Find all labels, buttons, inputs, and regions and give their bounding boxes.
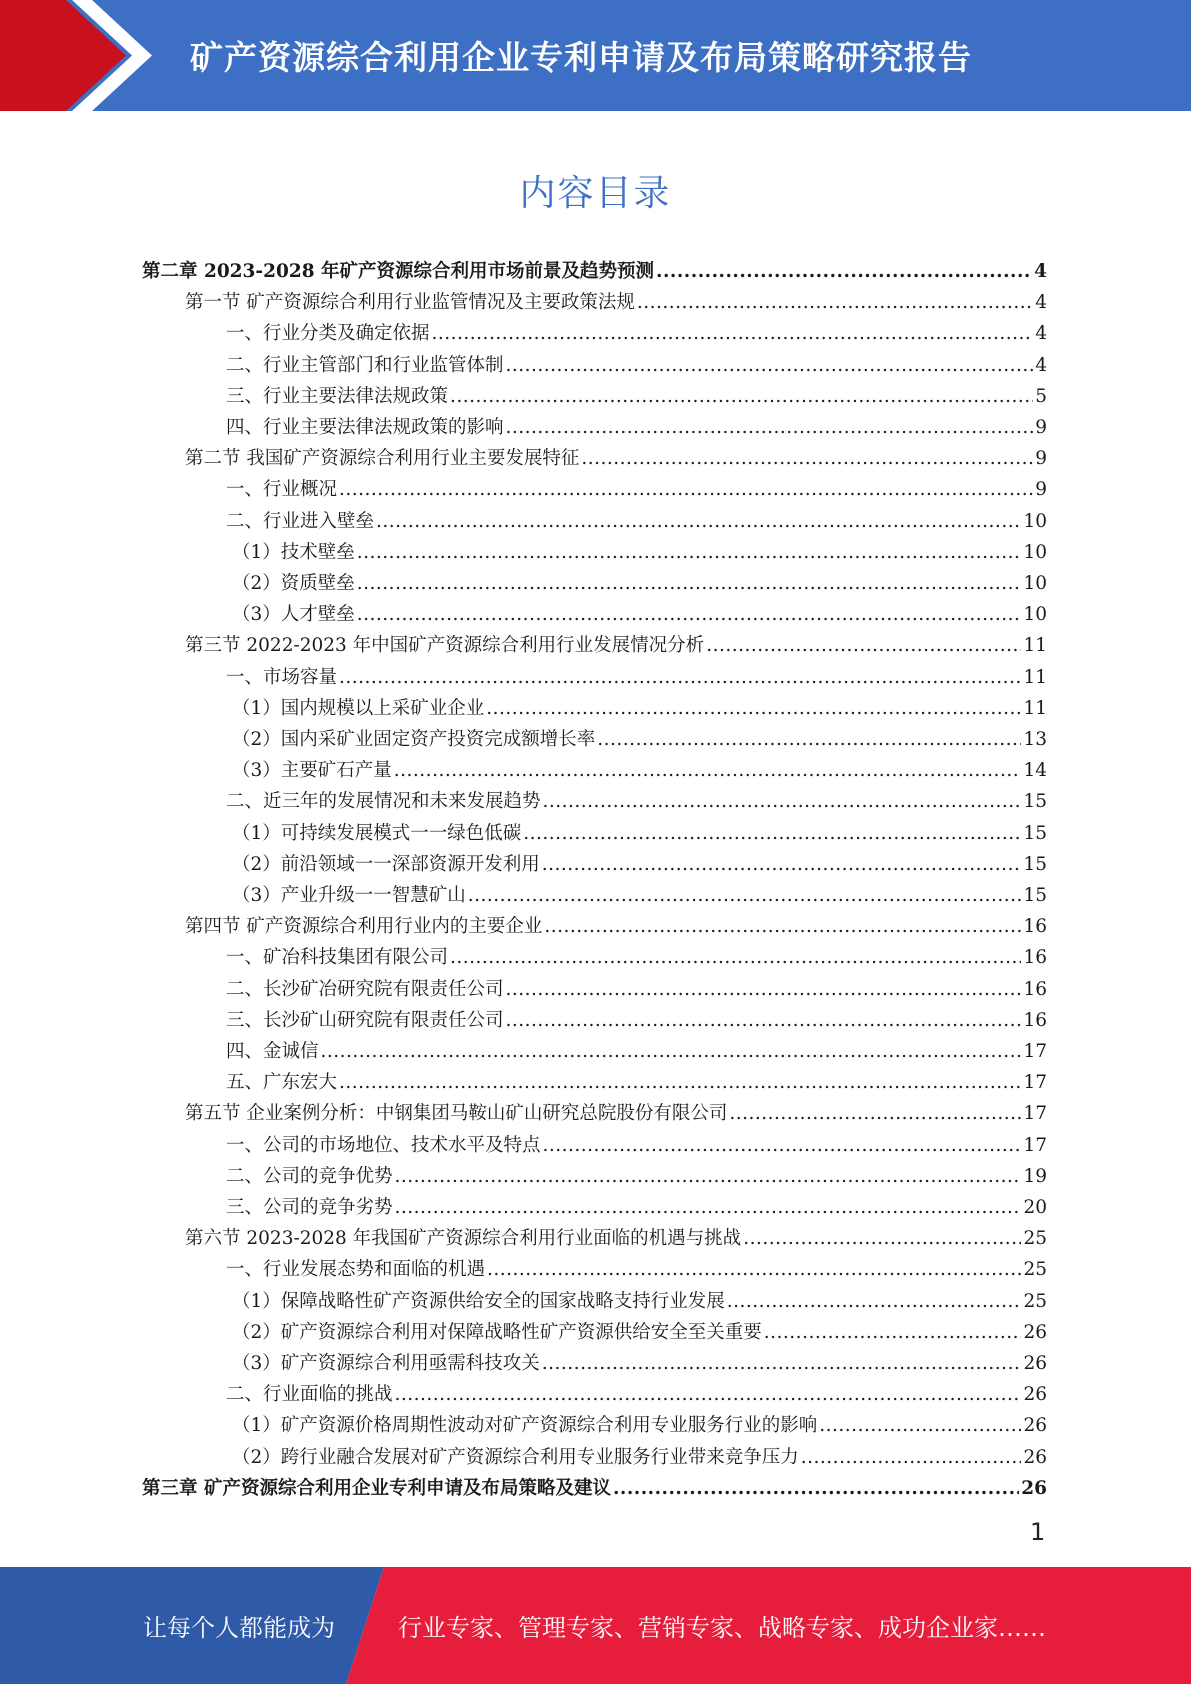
- toc-entry-page: 19: [1023, 1165, 1047, 1187]
- toc-entry[interactable]: [226, 1251, 1047, 1282]
- toc-entry-page: 13: [1023, 729, 1047, 750]
- toc-dot-leader: [543, 790, 1022, 814]
- toc-entry-page: 15: [1023, 822, 1047, 844]
- toc-entry-page: 4: [1035, 292, 1047, 314]
- toc-dot-leader: [395, 1165, 1022, 1189]
- toc-entry-page: 17: [1023, 1072, 1047, 1094]
- toc-entry-page: 16: [1023, 947, 1047, 969]
- toc-dot-leader: [542, 1352, 1022, 1376]
- toc-entry[interactable]: [232, 815, 1047, 846]
- header-arrow-decoration: [0, 0, 160, 111]
- toc-entry-page: 4: [1034, 261, 1047, 282]
- toc-entry[interactable]: [226, 1064, 1047, 1095]
- toc-dot-leader: [706, 634, 1021, 658]
- toc-entry-label: 四、行业主要法律法规政策的影响: [226, 417, 504, 438]
- toc-dot-leader: [764, 1321, 1022, 1345]
- toc-entry-label: （2）跨行业融合发展对矿产资源综合利用专业服务行业带来竞争压力: [232, 1446, 799, 1468]
- toc-entry-label: （2）资质壁垒: [232, 573, 355, 594]
- toc-entry-label: （1）国内规模以上采矿业企业: [232, 697, 485, 719]
- toc-dot-leader: [506, 1009, 1022, 1033]
- toc-entry-page: 4: [1035, 354, 1047, 376]
- toc-entry-label: 二、行业主管部门和行业监管体制: [226, 354, 504, 376]
- toc-entry-page: 17: [1023, 1134, 1047, 1156]
- toc-dot-leader: [321, 1040, 1022, 1064]
- toc-entry-page: 26: [1023, 1353, 1047, 1374]
- toc-entry-label: 四、金诚信: [226, 1041, 319, 1062]
- toc-entry-label: 五、广东宏大: [226, 1072, 338, 1094]
- toc-entry-page: 11: [1023, 666, 1047, 688]
- footer-slogan-right: 行业专家、管理专家、营销专家、战略专家、成功企业家……: [398, 1614, 1046, 1642]
- toc-entry[interactable]: [232, 1314, 1047, 1345]
- toc-entry[interactable]: [226, 409, 1047, 440]
- toc-entry-page: 15: [1023, 791, 1047, 813]
- toc-entry-page: 11: [1023, 697, 1047, 719]
- toc-entry-label: （3）主要矿石产量: [232, 760, 392, 782]
- toc-entry-page: 14: [1023, 760, 1047, 782]
- toc-entry-page: 26: [1023, 1415, 1047, 1437]
- toc-entry-label: 二、长沙矿冶研究院有限责任公司: [226, 978, 504, 1000]
- toc-entry-label: （3）人才壁垒: [232, 604, 355, 626]
- toc-entry[interactable]: [226, 971, 1047, 1002]
- toc-entry[interactable]: [226, 1033, 1047, 1064]
- toc-entry-label: 第二节 我国矿产资源综合利用行业主要发展特征: [185, 448, 580, 470]
- toc-entry-label: （1）矿产资源价格周期性波动对矿产资源综合利用专业服务行业的影响: [232, 1415, 818, 1437]
- toc-entry[interactable]: [226, 1158, 1047, 1189]
- toc-entry-page: 15: [1023, 853, 1047, 875]
- toc-entry-label: 第四节 矿产资源综合利用行业内的主要企业: [185, 916, 543, 938]
- toc-entry-page: 16: [1023, 1009, 1047, 1031]
- toc-entry-label: （1）技术壁垒: [232, 541, 355, 563]
- toc-dot-leader: [544, 915, 1021, 939]
- toc-entry-label: 一、市场容量: [226, 666, 338, 688]
- toc-entry-label: 第六节 2023-2028 年我国矿产资源综合利用行业面临的机遇与挑战: [185, 1228, 742, 1250]
- toc-dot-leader: [357, 572, 1022, 596]
- toc-entry-page: 26: [1023, 1384, 1047, 1406]
- toc-entry-page: 10: [1023, 510, 1047, 532]
- toc-entry-label: 一、行业分类及确定依据: [226, 323, 430, 345]
- toc-entry-label: （1）可持续发展模式一一绿色低碳: [232, 822, 522, 844]
- toc-entry-page: 11: [1023, 635, 1047, 657]
- toc-dot-leader: [432, 322, 1034, 346]
- toc-entry[interactable]: [232, 534, 1047, 565]
- toc-entry-label: （2）国内采矿业固定资产投资完成额增长率: [232, 729, 596, 750]
- toc-entry[interactable]: [226, 659, 1047, 690]
- toc-entry-label: 一、矿冶科技集团有限公司: [226, 947, 449, 969]
- toc-entry[interactable]: [232, 1283, 1047, 1314]
- toc-entry-page: 10: [1023, 573, 1047, 594]
- toc-entry-page: 26: [1021, 1477, 1047, 1499]
- toc-entry-page: 16: [1023, 916, 1047, 938]
- toc-dot-leader: [395, 1196, 1022, 1220]
- toc-entry[interactable]: [185, 627, 1047, 658]
- toc-entry-label: 第三节 2022-2023 年中国矿产资源综合利用行业发展情况分析: [185, 635, 705, 657]
- toc-entry-label: 第五节 企业案例分析：中钢集团马鞍山矿山研究总院股份有限公司: [185, 1103, 728, 1125]
- toc-entry-label: 一、行业概况: [226, 479, 338, 501]
- toc-dot-leader: [506, 416, 1034, 440]
- toc-entry-label: （2）矿产资源综合利用对保障战略性矿产资源供给安全至关重要: [232, 1321, 762, 1343]
- toc-dot-leader: [339, 1071, 1021, 1095]
- page-number: 1: [1030, 1518, 1046, 1546]
- toc-dot-leader: [468, 884, 1022, 908]
- toc-dot-leader: [743, 1227, 1021, 1251]
- toc-entry-page: 26: [1023, 1446, 1047, 1468]
- toc-entry[interactable]: [226, 378, 1047, 409]
- toc-entry[interactable]: [232, 1345, 1047, 1376]
- page-header-banner: [0, 0, 1191, 111]
- toc-entry-label: （2）前沿领域一一深部资源开发利用: [232, 853, 540, 875]
- toc-entry[interactable]: [185, 284, 1047, 315]
- footer-slogan-left: 让每个人都能成为: [143, 1614, 335, 1642]
- toc-entry-page: 15: [1023, 885, 1047, 906]
- toc-entry-label: 二、近三年的发展情况和未来发展趋势: [226, 791, 541, 813]
- toc-dot-leader: [819, 1414, 1021, 1438]
- toc-entry-label: （1）保障战略性矿产资源供给安全的国家战略支持行业发展: [232, 1290, 725, 1312]
- toc-entry[interactable]: [226, 1376, 1047, 1407]
- toc-entry-page: 20: [1023, 1197, 1047, 1218]
- toc-entry[interactable]: [185, 1220, 1047, 1251]
- toc-entry-page: 5: [1035, 385, 1047, 407]
- toc-entry[interactable]: [226, 471, 1047, 502]
- toc-dot-leader: [597, 728, 1021, 752]
- toc-entry-page: 16: [1023, 978, 1047, 1000]
- toc-entry-label: 三、长沙矿山研究院有限责任公司: [226, 1009, 504, 1031]
- toc-dot-leader: [357, 541, 1022, 565]
- toc-entry-label: 二、公司的竞争优势: [226, 1165, 393, 1187]
- toc-dot-leader: [542, 853, 1022, 877]
- toc-entry-page: 9: [1035, 417, 1047, 438]
- toc-dot-leader: [486, 697, 1021, 721]
- toc-entry-label: 一、公司的市场地位、技术水平及特点: [226, 1134, 541, 1156]
- toc-entry-page: 17: [1023, 1103, 1047, 1125]
- toc-entry-label: 二、行业进入壁垒: [226, 510, 375, 532]
- toc-entry-label: 一、行业发展态势和面临的机遇: [226, 1259, 486, 1281]
- toc-entry[interactable]: [232, 690, 1047, 721]
- toc-dot-leader: [376, 510, 1021, 534]
- toc-entry[interactable]: [232, 846, 1047, 877]
- toc-entry[interactable]: [185, 440, 1047, 471]
- toc-dot-leader: [394, 759, 1022, 783]
- toc-entry-label: （3）矿产资源综合利用亟需科技攻关: [232, 1353, 540, 1374]
- toc-dot-leader: [506, 978, 1022, 1002]
- toc-entry[interactable]: [185, 908, 1047, 939]
- toc-dot-leader: [339, 478, 1033, 502]
- report-title: 矿产资源综合利用企业专利申请及布局策略研究报告: [190, 38, 972, 77]
- toc-dot-leader: [506, 354, 1034, 378]
- toc-entry-page: 25: [1023, 1228, 1047, 1250]
- toc-entry-page: 10: [1023, 541, 1047, 563]
- toc-dot-leader: [656, 260, 1032, 284]
- toc-entry-label: 第三章 矿产资源综合利用企业专利申请及布局策略及建议: [142, 1477, 611, 1499]
- toc-entry[interactable]: [142, 1470, 1047, 1501]
- toc-dot-leader: [395, 1383, 1022, 1407]
- toc-entry[interactable]: [142, 253, 1047, 284]
- toc-entry[interactable]: [226, 315, 1047, 346]
- toc-entry-page: 17: [1023, 1041, 1047, 1062]
- toc-entry[interactable]: [232, 721, 1047, 752]
- toc-entry-label: 三、行业主要法律法规政策: [226, 385, 449, 407]
- toc-entry[interactable]: [232, 1407, 1047, 1438]
- toc-entry[interactable]: [232, 565, 1047, 596]
- toc-entry[interactable]: [226, 347, 1047, 378]
- toc-dot-leader: [339, 666, 1021, 690]
- toc-entry[interactable]: [226, 939, 1047, 970]
- toc-entry-page: 9: [1035, 448, 1047, 470]
- toc-entry[interactable]: [232, 596, 1047, 627]
- toc-entry-label: （3）产业升级一一智慧矿山: [232, 885, 466, 906]
- toc-dot-leader: [487, 1258, 1021, 1282]
- toc-entry[interactable]: [232, 752, 1047, 783]
- toc-entry[interactable]: [232, 877, 1047, 908]
- toc-dot-leader: [523, 822, 1021, 846]
- toc-entry[interactable]: [226, 1127, 1047, 1158]
- toc-entry-page: 4: [1035, 323, 1047, 345]
- toc-entry-label: 三、公司的竞争劣势: [226, 1197, 393, 1218]
- page-footer-banner: [0, 1567, 1191, 1684]
- toc-entry-label: 二、行业面临的挑战: [226, 1384, 393, 1406]
- toc-entry-page: 25: [1023, 1259, 1047, 1281]
- toc-entry-page: 10: [1023, 604, 1047, 626]
- toc-dot-leader: [450, 385, 1033, 409]
- toc-entry[interactable]: [226, 783, 1047, 814]
- toc-entry[interactable]: [226, 503, 1047, 534]
- toc-dot-leader: [637, 291, 1033, 315]
- toc-entry-page: 26: [1023, 1321, 1047, 1343]
- toc-entry[interactable]: [232, 1439, 1047, 1470]
- toc-entry-page: 25: [1023, 1290, 1047, 1312]
- toc-entry-page: 9: [1035, 479, 1047, 501]
- toc-dot-leader: [581, 447, 1033, 471]
- toc-dot-leader: [801, 1446, 1022, 1470]
- toc-dot-leader: [729, 1102, 1021, 1126]
- toc-title: 内容目录: [519, 173, 672, 214]
- toc-dot-leader: [613, 1477, 1019, 1501]
- toc-entry-label: 第一节 矿产资源综合利用行业监管情况及主要政策法规: [185, 292, 635, 314]
- toc-entry[interactable]: [226, 1002, 1047, 1033]
- toc-entry-label: 第二章 2023-2028 年矿产资源综合利用市场前景及趋势预测: [142, 261, 655, 282]
- toc-entry[interactable]: [226, 1189, 1047, 1220]
- toc-dot-leader: [727, 1290, 1022, 1314]
- toc-dot-leader: [357, 603, 1022, 627]
- toc-dot-leader: [543, 1134, 1022, 1158]
- toc-dot-leader: [450, 946, 1021, 970]
- toc-entry[interactable]: [185, 1095, 1047, 1126]
